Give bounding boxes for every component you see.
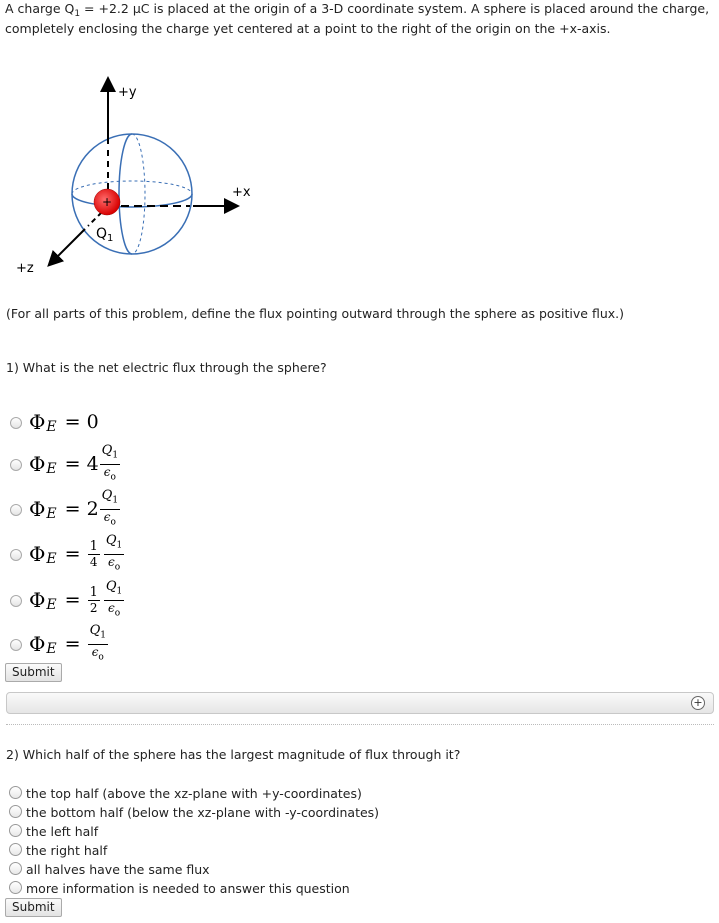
phi-subscript: E [46, 461, 57, 477]
equals-sign: = [64, 543, 81, 565]
sphere-meridian-back [132, 134, 145, 254]
intro-subscript: 1 [74, 9, 81, 19]
z-axis [50, 229, 85, 264]
phi-subscript: E [46, 597, 57, 613]
q1-option-6 [29, 623, 109, 662]
q2-option-6-radio[interactable] [9, 881, 22, 894]
equals-sign: = [64, 411, 81, 433]
equals-sign: = [64, 453, 81, 475]
sphere-outline [72, 134, 192, 254]
q1-submit-button[interactable]: Submit [5, 663, 62, 682]
charge-label: $Q_1$ [96, 226, 114, 244]
coordinate-diagram [0, 66, 300, 281]
phi-subscript: E [46, 551, 57, 567]
phi-symbol: Φ [29, 632, 46, 656]
q1-option-3-radio[interactable] [10, 504, 22, 516]
q2-option-6-label[interactable]: more information is needed to answer this question [26, 881, 350, 896]
q2-option-3-radio[interactable] [9, 824, 22, 837]
z-axis-label: +z [16, 261, 34, 276]
q1-option-2 [29, 443, 121, 482]
q-over-epsilon-fraction: $\frac{Q_1}{\epsilon_o}$ [105, 579, 123, 618]
phi-symbol: Φ [29, 542, 46, 566]
phi-subscript: E [46, 506, 57, 522]
x-axis-label: +x [232, 185, 251, 200]
question-1-prompt: 1) What is the net electric flux through the sphere? [6, 360, 327, 375]
problem-statement [5, 0, 710, 37]
q1-option-4-radio[interactable] [10, 549, 22, 561]
equals-sign: = [64, 498, 81, 520]
q2-option-4-radio[interactable] [9, 843, 22, 856]
coefficient-fraction: $\frac{1}{2}$ [89, 584, 98, 615]
q1-option-1-radio[interactable] [10, 417, 22, 429]
q2-option-3-label[interactable]: the left half [26, 824, 99, 839]
q2-option-4-label[interactable]: the right half [26, 843, 108, 858]
q1-option-2-radio[interactable] [10, 459, 22, 471]
q1-option-1 [29, 410, 99, 434]
phi-subscript: E [46, 641, 57, 657]
phi-symbol: Φ [29, 410, 46, 434]
coefficient: 4 [86, 453, 99, 475]
sphere-meridian-front [119, 134, 132, 254]
intro-text-start: A charge Q [5, 1, 75, 16]
q1-option-5-radio[interactable] [10, 595, 22, 607]
q-over-epsilon-fraction: $\frac{Q_1}{\epsilon_o}$ [105, 533, 123, 572]
q-over-epsilon-fraction: $\frac{Q_1}{\epsilon_o}$ [101, 443, 119, 482]
q2-submit-button[interactable]: Submit [5, 898, 62, 917]
y-axis-label: +y [118, 85, 137, 100]
coefficient: 0 [86, 411, 99, 433]
plus-circle-icon[interactable]: + [691, 696, 705, 710]
q1-option-3 [29, 488, 121, 527]
q2-option-5-label[interactable]: all halves have the same flux [26, 862, 210, 877]
phi-subscript: E [46, 419, 57, 435]
equals-sign: = [64, 633, 81, 655]
q1-option-6-radio[interactable] [10, 639, 22, 651]
equals-sign: = [64, 589, 81, 611]
q1-option-4 [29, 533, 125, 572]
q-over-epsilon-fraction: $\frac{Q_1}{\epsilon_o}$ [101, 488, 119, 527]
phi-symbol: Φ [29, 588, 46, 612]
question-2-prompt: 2) Which half of the sphere has the largest magnitude of flux through it? [6, 747, 461, 762]
expand-hint-bar[interactable] [6, 692, 714, 714]
q2-option-5-radio[interactable] [9, 862, 22, 875]
q-over-epsilon-fraction: $\frac{Q_1}{\epsilon_o}$ [89, 623, 106, 662]
sphere-equator-back [72, 181, 192, 194]
q2-option-2-radio[interactable] [9, 805, 22, 818]
charge-sign: + [101, 195, 113, 209]
intro-text-end: = +2.2 μC is placed at the origin of a 3-D coordinate system. A sphere is placed around the charge, completely enclosing the charge yet centered at a point to the right of the origin on the +x-axis. [5, 1, 710, 36]
section-divider [6, 724, 714, 725]
coefficient: 2 [86, 498, 99, 520]
q2-option-1-radio[interactable] [9, 786, 22, 799]
coefficient-fraction: $\frac{1}{4}$ [89, 538, 98, 569]
phi-symbol: Φ [29, 497, 46, 521]
phi-symbol: Φ [29, 452, 46, 476]
flux-sign-note: (For all parts of this problem, define the flux pointing outward through the sphere as positive flux.) [6, 306, 625, 321]
q2-option-1-label[interactable]: the top half (above the xz-plane with +y-coordinates) [26, 786, 362, 801]
q2-option-2-label[interactable]: the bottom half (below the xz-plane with -y-coordinates) [26, 805, 380, 820]
q1-option-5 [29, 579, 125, 618]
